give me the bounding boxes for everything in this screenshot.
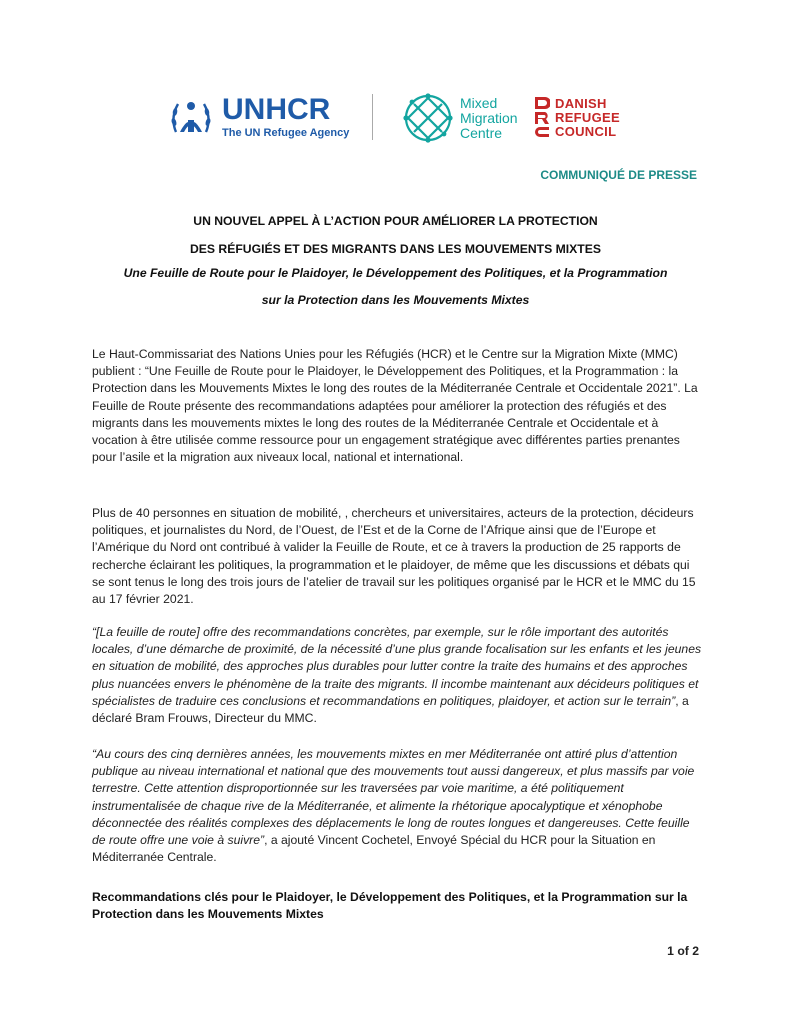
paragraph-intro: Le Haut-Commissariat des Nations Unies pour les Réfugiés (HCR) et le Centre sur la Migration Mixte (MMC) publient : “Une Feuille de Route pour le Plaidoyer, le Développement des Politiques, et la Programmation : la Protection dans les Mouvements Mixtes le long des routes de la Méditerranée Centrale et Occidentale 2021”. La Feuille de Route présente des recommandations adaptées pour améliorer la protection des réfugiés et des migrants dans les mouvements mixtes le long des routes de la Méditerranée Centrale et Occidentale et à vocation à être utilisée comme ressource pour un engagement stratégique avec différentes parties prenantes pour l’asile et la migration aux niveaux local, national et international.	[92, 347, 698, 465]
title-line-1: UN NOUVEL APPEL À L’ACTION POUR AMÉLIORER LA PROTECTION	[193, 214, 598, 228]
quote-cochetel: “Au cours des cinq dernières années, les mouvements mixtes en mer Méditerranée ont attiré plus d’attention publique au niveau international et national que des mouvements tout aussi dangereux, et plus massifs par voie terrestre. Cette attention disproportionnée sur les traversées par voie maritime, a été politiquement instrumentalisée de chaque rive de la Méditerranée, et alimente la rhétorique apocalyptique et xénophobe déconnectée des réalités complexes des déplacements le long de routes longues et dangereuses. Cette feuille de route offre une voie à suivre”	[92, 747, 695, 848]
mmc-line-3: Centre	[460, 124, 503, 141]
quote-frouws: “[La feuille de route] offre des recommandations concrètes, par exemple, sur le rôle important des autorités locales, d’une démarche de proximité, de la nécessité d’une plus grande focalisation sur les enfants et les jeunes en situation de mobilité, des approches plus durables pour lutter contre la traite des humains et des approches plus nuancées envers le phénomène de la traite des migrants. Il incombe maintenant aux décideurs politiques et spécialistes de traduire ces conclusions et recommandations en politiques, plaidoyer, et action sur le terrain”	[92, 625, 702, 708]
page-number: 1 of 2	[667, 944, 699, 958]
unhcr-wordmark: UNHCR	[222, 93, 331, 126]
subtitle-line-1: Une Feuille de Route pour le Plaidoyer, le Développement des Politiques, et la Programmation	[123, 266, 668, 280]
logo-divider	[372, 94, 373, 140]
drc-emblem-icon	[534, 96, 550, 140]
unhcr-logo	[166, 92, 349, 142]
mmc-emblem-icon	[402, 92, 454, 144]
logo-bar	[166, 88, 706, 148]
drc-logo	[534, 96, 620, 140]
mmc-logo	[402, 92, 518, 144]
press-release-label: COMMUNIQUÉ DE PRESSE	[540, 168, 697, 182]
drc-line-3: COUNCIL	[555, 124, 617, 139]
title-line-2: DES RÉFUGIÉS ET DES MIGRANTS DANS LES MOUVEMENTS MIXTES	[189, 242, 602, 256]
unhcr-tagline: The UN Refugee Agency	[222, 127, 350, 139]
mmc-line-2: Migration	[460, 109, 518, 126]
quote-frouws-attribution: , a déclaré Bram Frouws, Directeur du MMC.	[92, 693, 689, 726]
subtitle-line-2: sur la Protection dans les Mouvements Mixtes	[261, 293, 530, 307]
paragraph-quote-cochetel	[92, 746, 702, 866]
section-heading: Recommandations clés pour le Plaidoyer, le Développement des Politiques, et la Programmation sur la Protection dans les Mouvements Mixtes	[92, 890, 688, 922]
drc-line-2: REFUGEE	[555, 110, 620, 125]
unhcr-emblem-icon	[166, 92, 216, 142]
drc-line-1: DANISH	[555, 96, 607, 111]
paragraph-quote-frouws	[92, 624, 702, 727]
paragraph-contributors: Plus de 40 personnes en situation de mobilité, , chercheurs et universitaires, acteurs de la protection, décideurs politiques, et journalistes du Nord, de l’Ouest, de l’Est et de la Corne de l’Afrique ainsi que de l’Europe et l’Amérique du Nord ont contribué à valider la Feuille de Route, et ce à travers la production de 25 rapports de recherche éclairant les politiques, la programmation et le plaidoyer, de même que les discussions et débats qui se sont tenus le long des trois jours de l’atelier de travail sur les politiques organisé par le HCR et le MMC du 15 au 17 février 2021.	[92, 506, 696, 607]
mmc-line-1: Mixed	[460, 94, 498, 111]
quote-cochetel-attribution: , a ajouté Vincent Cochetel, Envoyé Spécial du HCR pour la Situation en Méditerranée Centrale.	[92, 833, 656, 865]
